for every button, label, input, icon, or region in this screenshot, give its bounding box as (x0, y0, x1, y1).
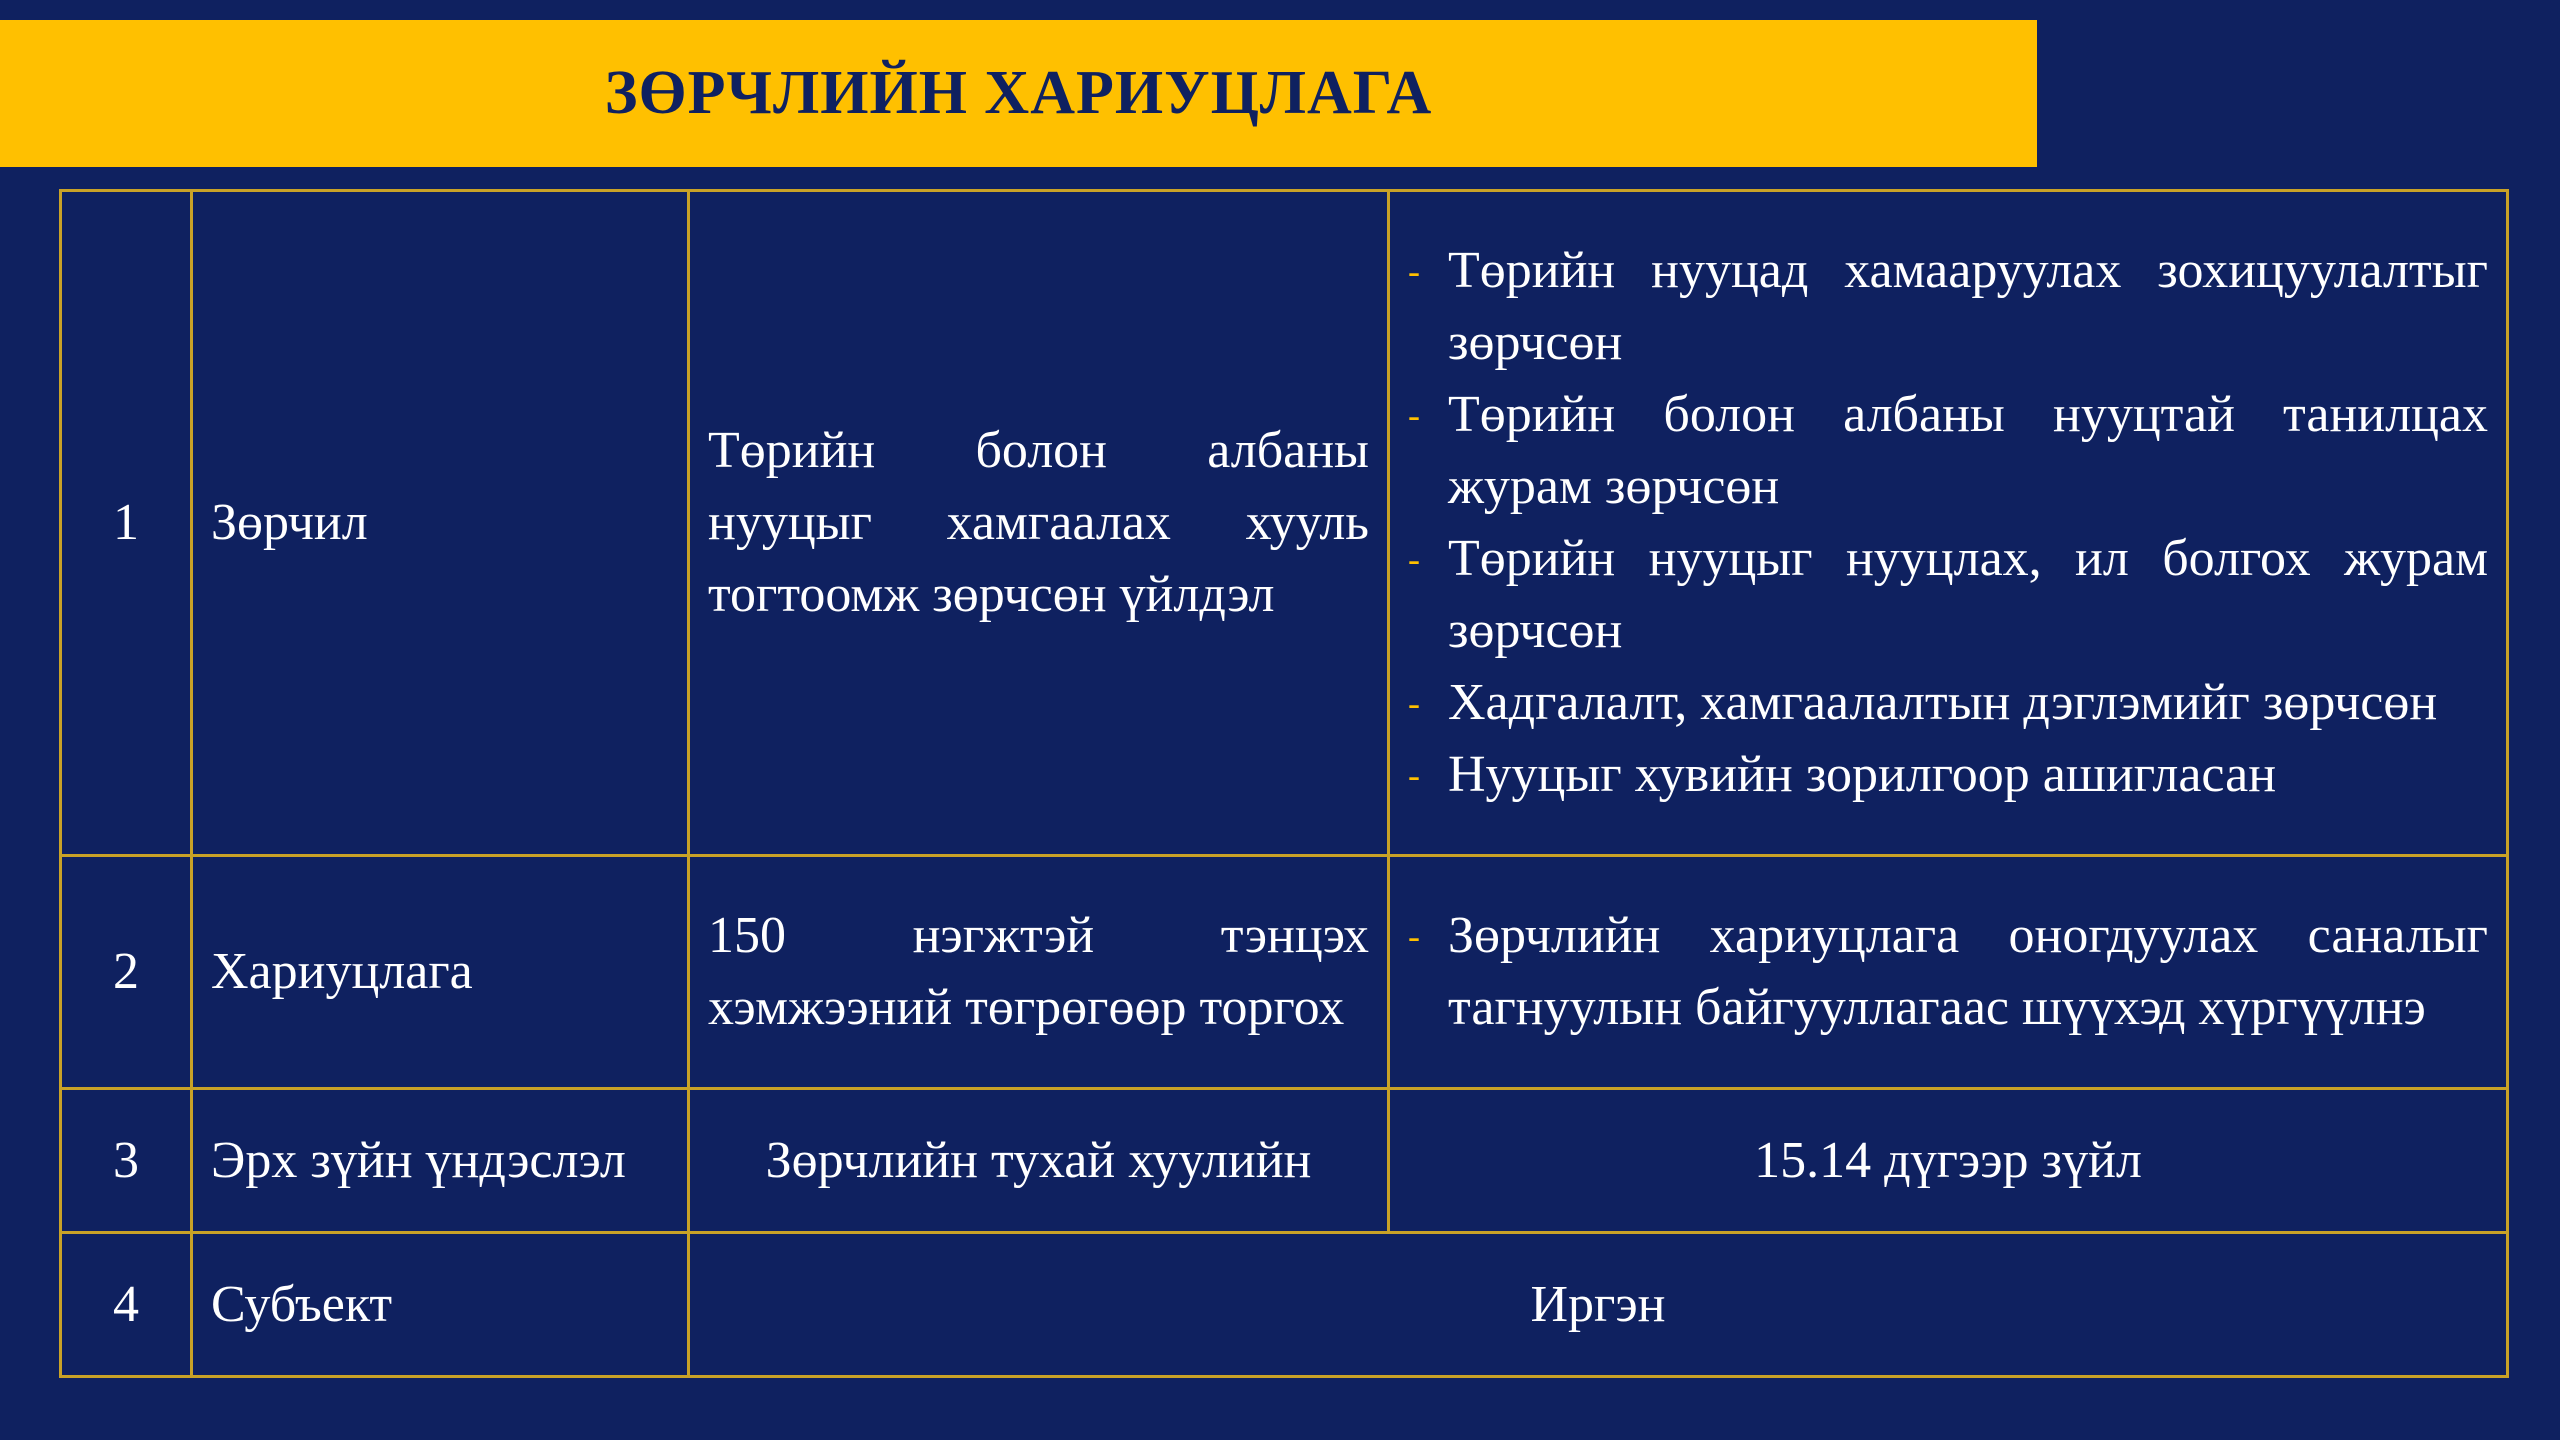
row-number: 1 (61, 191, 192, 856)
list-item (1408, 235, 2488, 379)
list-item (1408, 900, 2488, 1044)
violation-list (1408, 235, 2488, 811)
title-bar (0, 20, 2037, 167)
table-row (61, 1089, 2508, 1233)
list-item-text: Хадгалалт, хамгаалалтын дэглэмийг зөрчсөн (1448, 674, 2438, 731)
responsibility-table (59, 189, 2509, 1378)
row-detail: 15.14 дүгээр зүйл (1389, 1089, 2508, 1233)
dash-bullet-icon: - (1408, 916, 1420, 956)
row-label: Зөрчил (192, 191, 689, 856)
list-item (1408, 739, 2488, 811)
table-row (61, 856, 2508, 1089)
list-item-text: Төрийн нууцыг нууцлах, ил болгох журам зөрчсөн (1448, 530, 2488, 659)
row-description: Зөрчлийн тухай хуулийн (689, 1089, 1389, 1233)
row-description: Төрийн болон албаны нууцыг хамгаалах хууль тогтоомж зөрчсөн үйлдэл (689, 191, 1389, 856)
row-label: Хариуцлага (192, 856, 689, 1089)
row-number: 2 (61, 856, 192, 1089)
row-items-cell (1389, 191, 2508, 856)
list-item-text: Төрийн болон албаны нууцтай танилцах журам зөрчсөн (1448, 386, 2488, 515)
list-item-text: Төрийн нууцад хамааруулах зохицуулалтыг зөрчсөн (1448, 242, 2488, 371)
row-label: Эрх зүйн үндэслэл (192, 1089, 689, 1233)
list-item (1408, 667, 2488, 739)
row-number: 4 (61, 1233, 192, 1377)
row-number: 3 (61, 1089, 192, 1233)
dash-bullet-icon: - (1408, 539, 1420, 579)
list-item-text: Зөрчлийн хариуцлага оногдуулах саналыг тагнуулын байгууллагаас шүүхэд хүргүүлнэ (1448, 907, 2488, 1036)
dash-bullet-icon: - (1408, 683, 1420, 723)
table-row (61, 191, 2508, 856)
row-label: Субъект (192, 1233, 689, 1377)
dash-bullet-icon: - (1408, 755, 1420, 795)
list-item (1408, 379, 2488, 523)
responsibility-list (1408, 900, 2488, 1044)
table-row (61, 1233, 2508, 1377)
row-items-cell (1389, 856, 2508, 1089)
dash-bullet-icon: - (1408, 395, 1420, 435)
row-value: Иргэн (689, 1233, 2508, 1377)
slide-title: ЗӨРЧЛИЙН ХАРИУЦЛАГА (604, 59, 1433, 127)
row-description: 150 нэгжтэй тэнцэх хэмжээний төгрөгөөр торгох (689, 856, 1389, 1089)
list-item-text: Нууцыг хувийн зорилгоор ашигласан (1448, 746, 2277, 803)
dash-bullet-icon: - (1408, 251, 1420, 291)
list-item (1408, 523, 2488, 667)
